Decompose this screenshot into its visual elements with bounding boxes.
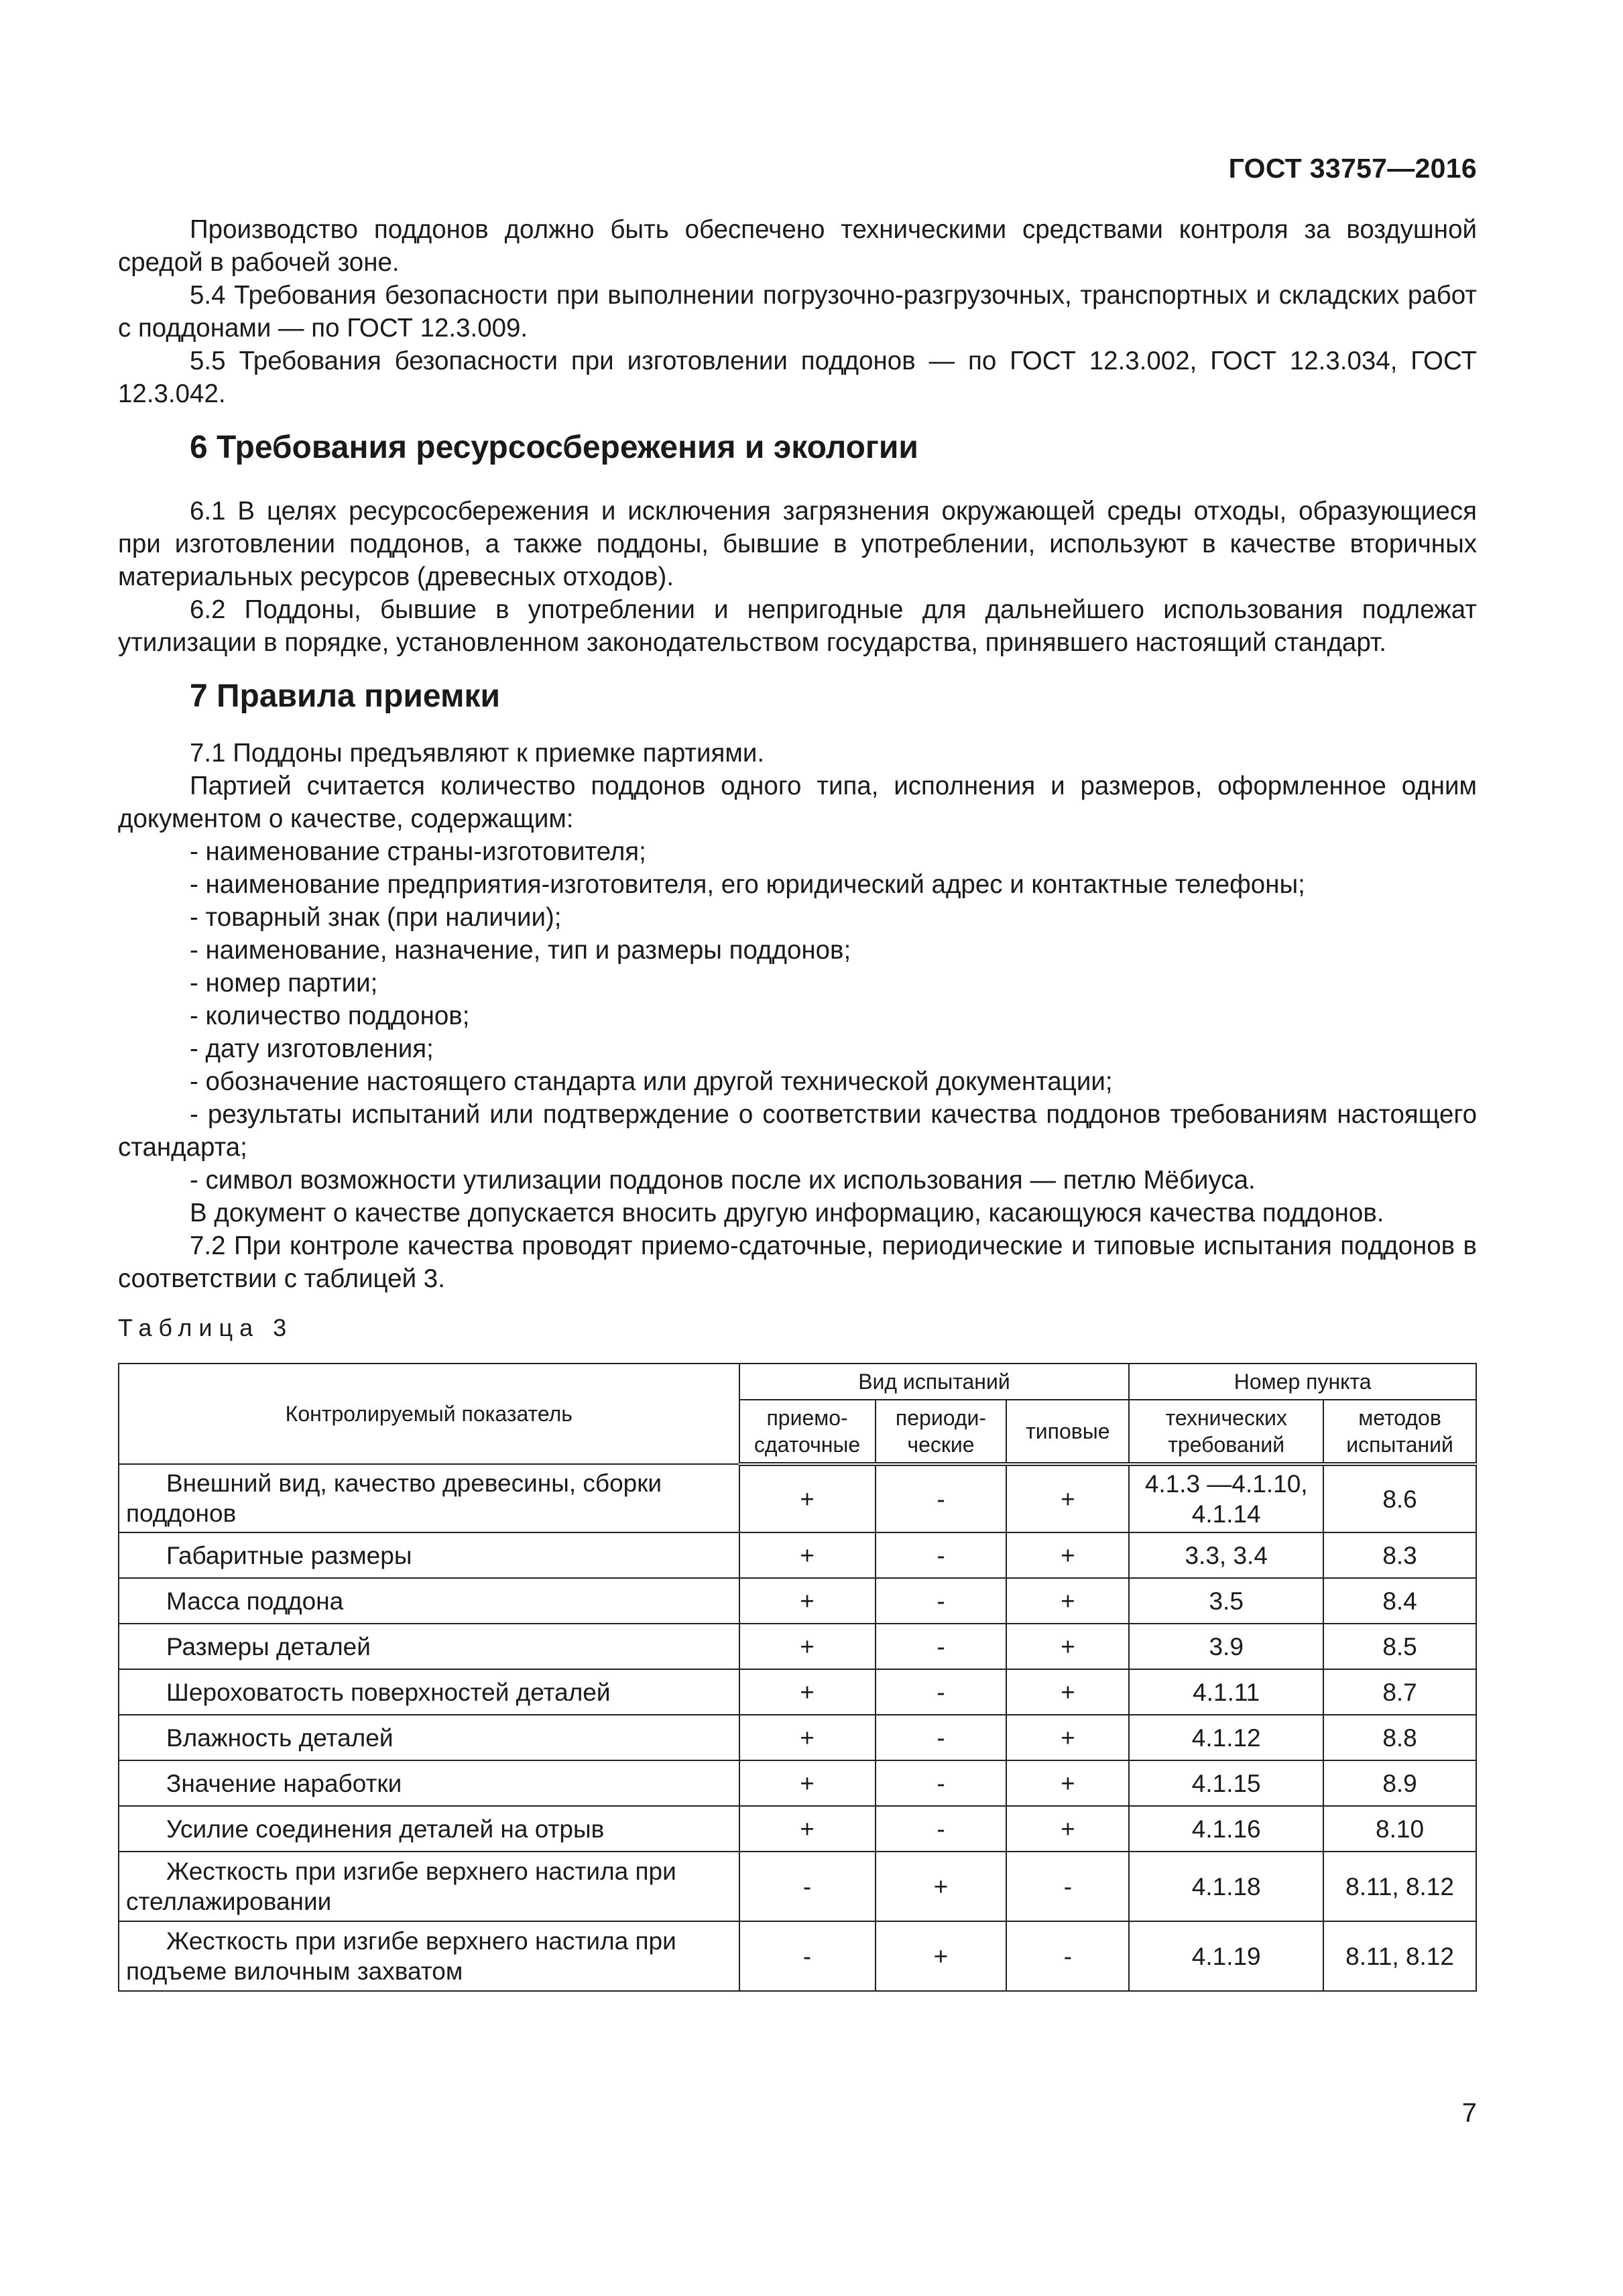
section-6-heading: 6 Требования ресурсосбережения и экологии [190,430,918,465]
type-cell: + [1006,1760,1129,1806]
quality-document-list [118,835,1477,1197]
table-row [119,1760,1476,1806]
header-clause: Номер пункта [1129,1364,1476,1400]
table-row [119,1921,1476,1991]
list-item: - наименование страны-изготовителя; [190,837,646,866]
type-cell: + [1006,1715,1129,1760]
param-cell [119,1624,739,1669]
tests-table [118,1363,1477,1992]
methods-cell: 8.11, 8.12 [1323,1852,1476,1921]
list-item: - обозначение настоящего стандарта или другой технической документации; [190,1067,1113,1096]
param-label: Усилие соединения деталей на отрыв [166,1815,605,1843]
header-acceptance: приемо-сдаточные [739,1400,876,1464]
table-row [119,1464,1476,1532]
periodic-cell: - [876,1669,1007,1715]
methods-cell: 8.9 [1323,1760,1476,1806]
param-cell [119,1578,739,1624]
type-cell: - [1006,1921,1129,1991]
param-cell [119,1852,739,1921]
type-cell: + [1006,1578,1129,1624]
header-test-kind: Вид испытаний [739,1364,1130,1400]
paragraph-batch-definition: Партией считается количество поддонов одного типа, исполнения и размеров, оформленное одним документом о качестве, содержащим: [118,772,1477,833]
acceptance-cell: + [739,1532,876,1578]
paragraph-7-2: 7.2 При контроле качества проводят приемо-сдаточные, периодические и типовые испытания поддонов в соответствии с таблицей 3. [118,1231,1477,1293]
header-param: Контролируемый показатель [119,1364,739,1464]
table-row [119,1806,1476,1852]
paragraph-7-1: 7.1 Поддоны предъявляют к приемке партиями. [190,739,765,768]
table-row [119,1715,1476,1760]
header-tech-req: технических требований [1129,1400,1323,1464]
param-label: Жесткость при изгибе верхнего настила при стеллажировании [126,1858,676,1915]
list-item: - номер партии; [190,969,378,998]
tech-req-cell: 4.1.11 [1129,1669,1323,1715]
methods-cell: 8.5 [1323,1624,1476,1669]
methods-cell: 8.7 [1323,1669,1476,1715]
tech-req-cell: 3.3, 3.4 [1129,1532,1323,1578]
table-row [119,1532,1476,1578]
acceptance-cell: + [739,1760,876,1806]
list-item: - наименование, назначение, тип и размеры поддонов; [190,936,851,965]
acceptance-cell: - [739,1852,876,1921]
param-label: Шероховатость поверхностей деталей [166,1678,611,1706]
param-label: Влажность деталей [166,1724,394,1752]
acceptance-cell: + [739,1806,876,1852]
list-item: - количество поддонов; [190,1002,470,1030]
paragraph-6-1: 6.1 В целях ресурсосбережения и исключения загрязнения окружающей среды отходы, образующиеся при изготовлении поддонов, а также поддоны, бывшие в употреблении, используют в качестве вторичных материальных ресурсов (древесных отходов). [118,497,1477,591]
acceptance-cell: + [739,1669,876,1715]
param-label: Внешний вид, качество древесины, сборки поддонов [126,1469,662,1527]
methods-cell: 8.6 [1323,1464,1476,1532]
page-number: 7 [1461,2098,1477,2128]
periodic-cell: - [876,1624,1007,1669]
tech-req-cell: 4.1.18 [1129,1852,1323,1921]
periodic-cell: - [876,1760,1007,1806]
list-item: - дату изготовления; [190,1034,434,1063]
list-item: - символ возможности утилизации поддонов после их использования — петлю Мёбиуса. [190,1166,1256,1195]
type-cell: + [1006,1806,1129,1852]
param-label: Жесткость при изгибе верхнего настила при подъеме вилочным захватом [126,1927,676,1985]
paragraph-6-2: 6.2 Поддоны, бывшие в употреблении и непригодные для дальнейшего использования подлежат утилизации в порядке, установленном законодательством государства, принявшего настоящий стандарт. [118,595,1477,657]
acceptance-cell: + [739,1578,876,1624]
type-cell: - [1006,1852,1129,1921]
table-row [119,1852,1476,1921]
periodic-cell: - [876,1715,1007,1760]
paragraph-5-5: 5.5 Требования безопасности при изготовлении поддонов — по ГОСТ 12.3.002, ГОСТ 12.3.034, ГОСТ 12.3.042. [118,347,1477,408]
header-periodic: периоди-ческие [876,1400,1007,1464]
tech-req-cell: 4.1.16 [1129,1806,1323,1852]
tech-req-cell: 3.5 [1129,1578,1323,1624]
periodic-cell: + [876,1921,1007,1991]
acceptance-cell: - [739,1921,876,1991]
param-cell [119,1760,739,1806]
periodic-cell: - [876,1806,1007,1852]
header-methods: методов испытаний [1323,1400,1476,1464]
header-type: типовые [1006,1400,1129,1464]
type-cell: + [1006,1669,1129,1715]
table-caption: Таблица 3 [118,1314,294,1341]
periodic-cell: - [876,1464,1007,1532]
paragraph-extra-info: В документ о качестве допускается вносить другую информацию, касающуюся качества поддонов. [190,1199,1384,1227]
param-label: Масса поддона [166,1587,344,1615]
param-label: Размеры деталей [166,1632,371,1660]
document-id-header: ГОСТ 33757—2016 [1228,153,1477,184]
acceptance-cell: + [739,1464,876,1532]
paragraph-air-control: Производство поддонов должно быть обеспечено техническими средствами контроля за воздушной средой в рабочей зоне. [118,215,1477,277]
table-row [119,1578,1476,1624]
list-item: - наименование предприятия-изготовителя, его юридический адрес и контактные телефоны; [190,870,1305,899]
param-label: Габаритные размеры [166,1541,412,1569]
list-item: - результаты испытаний или подтверждение о соответствии качества поддонов требованиям настоящего стандарта; [118,1100,1477,1162]
tech-req-cell: 3.9 [1129,1624,1323,1669]
param-label: Значение наработки [166,1769,402,1797]
type-cell: + [1006,1532,1129,1578]
param-cell [119,1464,739,1532]
periodic-cell: + [876,1852,1007,1921]
acceptance-cell: + [739,1715,876,1760]
methods-cell: 8.3 [1323,1532,1476,1578]
methods-cell: 8.4 [1323,1578,1476,1624]
section-7-heading: 7 Правила приемки [190,678,501,714]
type-cell: + [1006,1624,1129,1669]
periodic-cell: - [876,1578,1007,1624]
acceptance-cell: + [739,1624,876,1669]
methods-cell: 8.10 [1323,1806,1476,1852]
table-row [119,1624,1476,1669]
list-item: - товарный знак (при наличии); [190,903,562,932]
methods-cell: 8.11, 8.12 [1323,1921,1476,1991]
methods-cell: 8.8 [1323,1715,1476,1760]
table-row [119,1669,1476,1715]
tech-req-cell: 4.1.15 [1129,1760,1323,1806]
param-cell [119,1715,739,1760]
param-cell [119,1532,739,1578]
table-body [119,1464,1476,1991]
param-cell [119,1806,739,1852]
param-cell [119,1669,739,1715]
periodic-cell: - [876,1532,1007,1578]
type-cell: + [1006,1464,1129,1532]
paragraph-5-4: 5.4 Требования безопасности при выполнении погрузочно-разгрузочных, транспортных и складских работ с поддонами — по ГОСТ 12.3.009. [118,281,1477,343]
tech-req-cell: 4.1.3 —4.1.10, 4.1.14 [1129,1464,1323,1532]
param-cell [119,1921,739,1991]
tech-req-cell: 4.1.19 [1129,1921,1323,1991]
tech-req-cell: 4.1.12 [1129,1715,1323,1760]
page-content [118,213,1477,1992]
